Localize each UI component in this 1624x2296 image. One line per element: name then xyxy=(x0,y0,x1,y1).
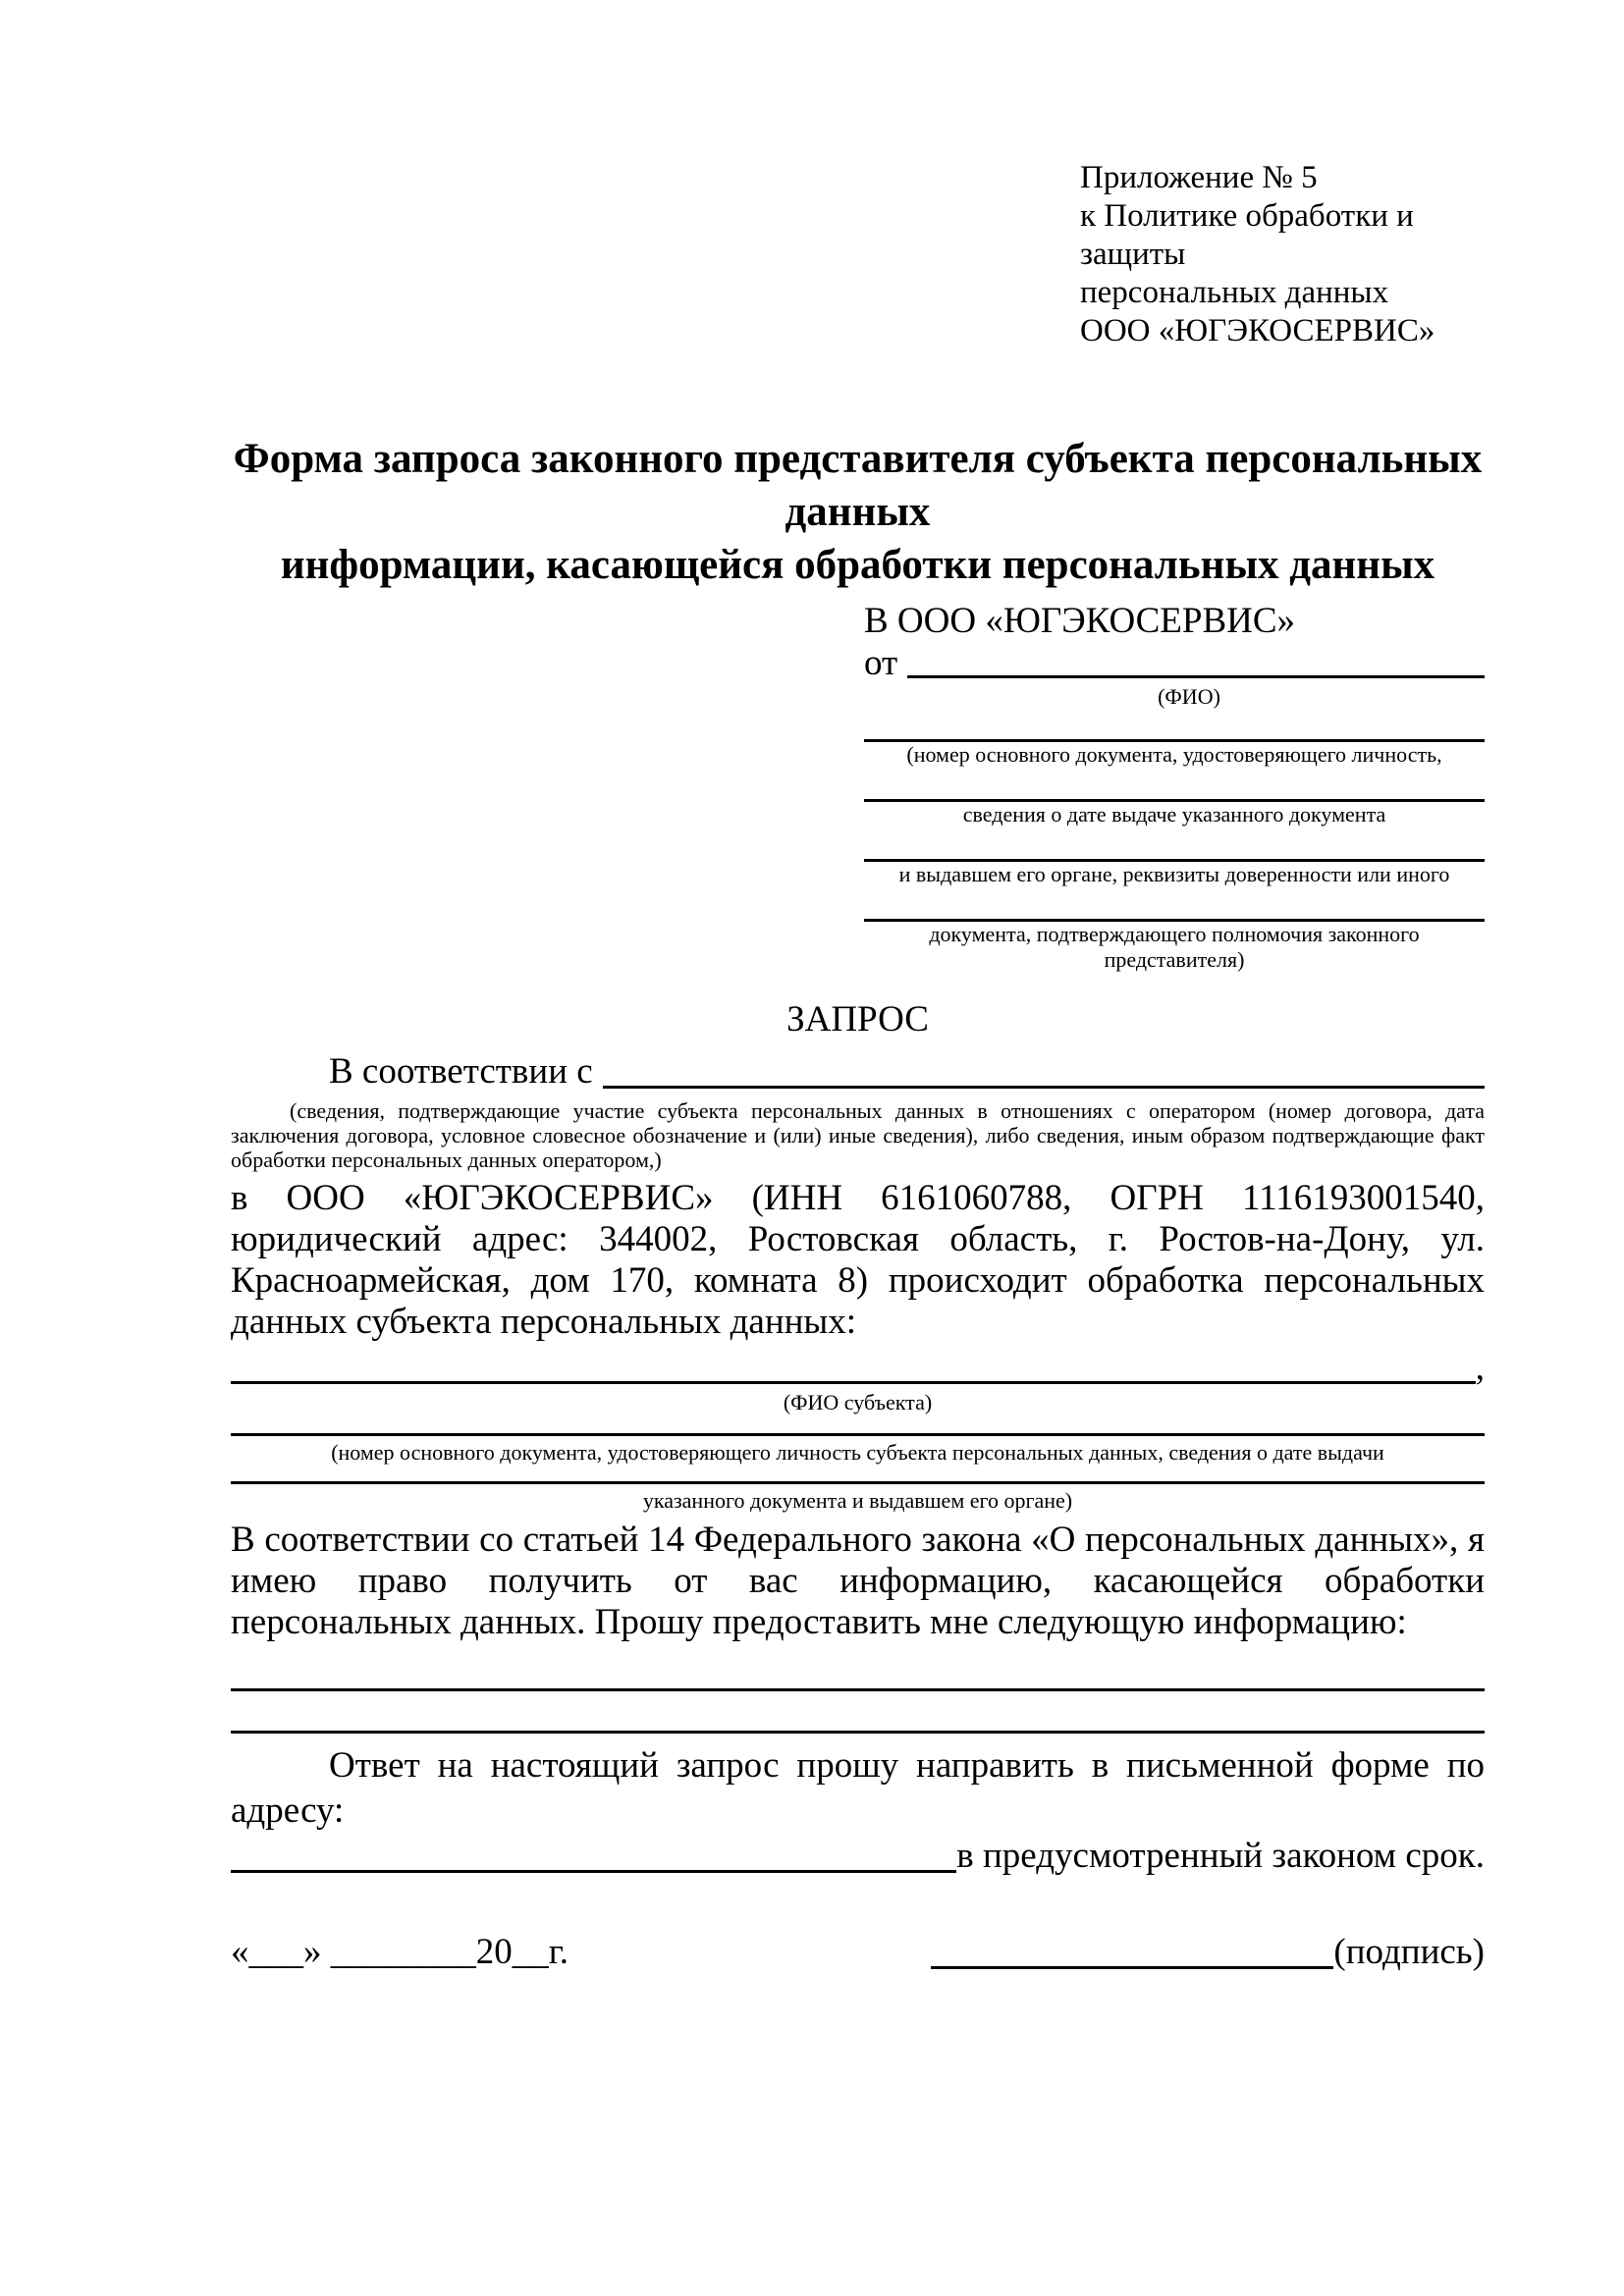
subject-doc-blank-line xyxy=(231,1481,1485,1484)
subject-fio-row xyxy=(231,1347,1485,1390)
according-label: В соответствии с xyxy=(329,1051,593,1092)
subject-fio-caption: (ФИО субъекта) xyxy=(783,1390,933,1415)
addressee-block xyxy=(864,600,1485,973)
document-caption: и выдавшем его органе, реквизиты доверенности или иного xyxy=(898,862,1450,886)
annex-line: персональных данных xyxy=(1080,275,1389,310)
reply-address-row xyxy=(231,1834,1485,1879)
signature-group xyxy=(931,1930,1485,1975)
from-blank-line xyxy=(907,643,1485,678)
annex-line: Приложение № 5 xyxy=(1080,160,1318,195)
signature-blank-line xyxy=(931,1930,1333,1969)
from-label: от xyxy=(864,643,898,683)
document-blank-line xyxy=(864,781,1485,802)
from-row xyxy=(864,643,1485,684)
subject-fio-blank-line xyxy=(231,1347,1476,1384)
reply-address-blank-line xyxy=(231,1834,956,1873)
law-paragraph: В соответствии со статьей 14 Федерального закона «О персональных данных», я имею право получить от вас информацию, касающейся обработки персональных данных. Прошу предоставить мне следующую информацию: xyxy=(231,1520,1485,1642)
signature-caption: (подпись) xyxy=(1333,1932,1485,1972)
reply-tail: в предусмотренный законом срок. xyxy=(956,1836,1485,1876)
date-line: «___» ________20__г. xyxy=(231,1932,569,1972)
document-caption: сведения о дате выдаче указанного документа xyxy=(962,802,1386,827)
subject-doc-caption: указанного документа и выдавшем его органе) xyxy=(642,1488,1073,1513)
document-blank-line xyxy=(864,901,1485,922)
page-title xyxy=(231,433,1485,592)
annex-line: ООО «ЮГЭКОСЕРВИС» xyxy=(1080,313,1435,348)
page-title-line: Форма запроса законного представителя субъекта персональных данных xyxy=(233,436,1483,535)
annex-reference xyxy=(1080,159,1485,350)
fio-caption: (ФИО) xyxy=(1158,684,1220,709)
reply-sentence: Ответ на настоящий запрос прошу направить в письменной форме по адресу: xyxy=(231,1745,1485,1831)
info-blank-line xyxy=(231,1731,1485,1734)
annex-line: к Политике обработки и защиты xyxy=(1080,198,1414,272)
subject-doc-blank-line xyxy=(231,1433,1485,1436)
basis-caption: (сведения, подтверждающие участие субъекта персональных данных в отношениях с оператором (номер договора, дата заключения договора, условное словесное обозначение и (или) иные сведения), либо сведения, иным образом подтверждающие факт обработки персональных данных оператором,) xyxy=(231,1098,1485,1172)
date-signature-row xyxy=(231,1930,1485,1975)
trailing-comma: , xyxy=(1475,1348,1485,1388)
document-content xyxy=(231,159,1485,1975)
info-blank-line xyxy=(231,1688,1485,1691)
page-title-line: информации, касающейся обработки персональных данных xyxy=(280,542,1435,588)
according-row xyxy=(231,1049,1485,1095)
addressee-to: В ООО «ЮГЭКОСЕРВИС» xyxy=(864,601,1296,641)
operator-paragraph: в ООО «ЮГЭКОСЕРВИС» (ИНН 6161060788, ОГРН 1116193001540, юридический адрес: 344002, Ростовская область, г. Ростов-на-Дону, ул. Красноармейская, дом 170, комната 8) происходит обработка персональных данных субъекта персональных данных: xyxy=(231,1178,1485,1342)
document-caption: документа, подтверждающего полномочия законного представителя) xyxy=(929,922,1420,972)
document-caption: (номер основного документа, удостоверяющего личность, xyxy=(906,742,1442,767)
according-blank-line xyxy=(603,1049,1485,1089)
document-blank-line xyxy=(864,841,1485,862)
request-heading: ЗАПРОС xyxy=(786,999,929,1040)
document-blank-line xyxy=(864,721,1485,742)
subject-doc-caption: (номер основного документа, удостоверяющего личность субъекта персональных данных, сведения о дате выдачи xyxy=(331,1440,1384,1465)
